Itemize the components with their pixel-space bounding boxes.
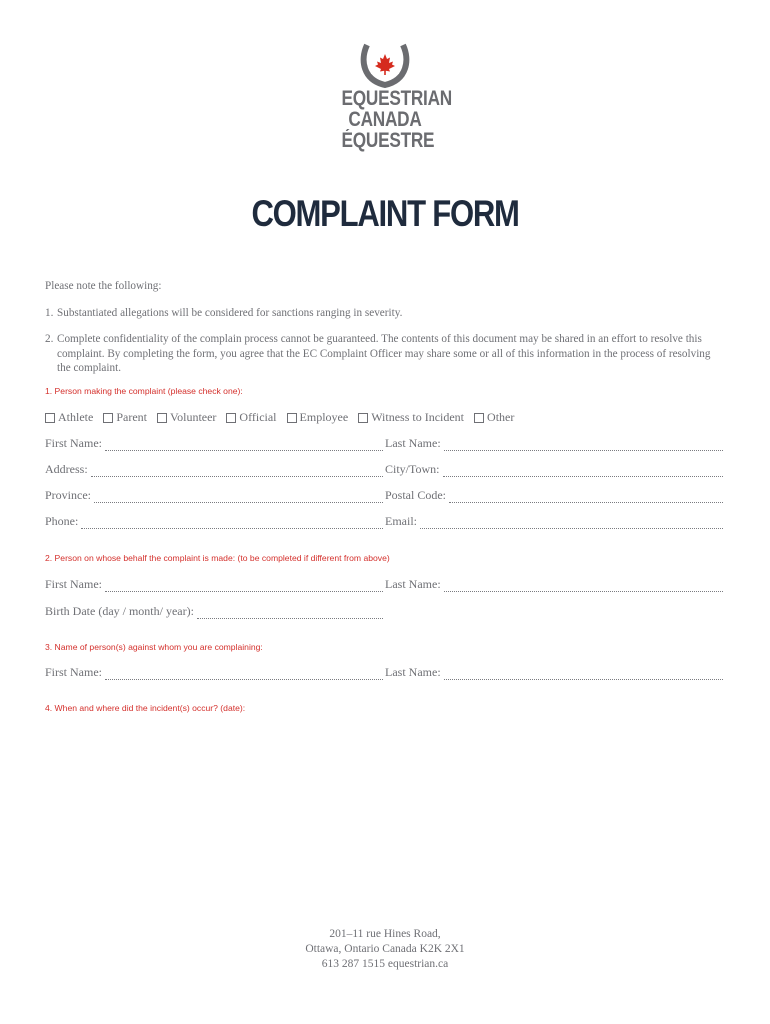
logo-text-line-1: EQUESTRIAN [341, 87, 452, 110]
s1-first-name-line[interactable] [105, 439, 383, 451]
option-official-label: Official [239, 410, 277, 424]
s1-city-field[interactable] [385, 462, 723, 477]
checkbox-other[interactable] [474, 413, 484, 423]
option-athlete-label: Athlete [58, 410, 94, 424]
section-2-heading: 2. Person on whose behalf the complaint is made: (to be completed if different from above) [45, 553, 390, 563]
s2-first-name-label: First Name: [45, 577, 102, 591]
s3-first-name-field[interactable] [45, 665, 383, 680]
s1-phone-label: Phone: [45, 514, 79, 528]
s2-first-name-field[interactable] [45, 577, 383, 592]
s1-province-label: Province: [45, 488, 91, 502]
s2-birth-date-field[interactable] [45, 604, 383, 619]
s1-email-line[interactable] [420, 517, 723, 529]
s1-postal-label: Postal Code: [385, 488, 447, 502]
footer-address [0, 927, 770, 972]
intro-item-2 [45, 332, 735, 376]
s1-last-name-line[interactable] [444, 439, 723, 451]
s1-address-row [45, 462, 723, 478]
checkbox-athlete[interactable] [45, 413, 55, 423]
complainant-type-options [45, 410, 524, 425]
s1-city-label: City/Town: [385, 462, 440, 476]
s1-address-line[interactable] [91, 465, 383, 477]
logo-text-line-3: ÉQUESTRE [341, 129, 435, 152]
s2-birth-row [45, 604, 723, 620]
footer-line-2: Ottawa, Ontario Canada K2K 2X1 [305, 943, 465, 955]
intro-item-1 [45, 306, 735, 321]
option-other[interactable] [474, 410, 514, 425]
option-employee[interactable] [287, 410, 349, 425]
s3-last-name-field[interactable] [385, 665, 723, 680]
option-volunteer-label: Volunteer [169, 410, 217, 424]
option-witness[interactable] [358, 410, 464, 425]
s3-first-name-line[interactable] [105, 668, 383, 680]
option-official[interactable] [226, 410, 276, 425]
s1-postal-line[interactable] [449, 491, 723, 503]
checkbox-official[interactable] [226, 413, 236, 423]
option-other-label: Other [487, 410, 515, 424]
s3-last-name-label: Last Name: [385, 665, 441, 679]
intro-item-2-line-3: the complaint. [57, 362, 122, 374]
intro-item-1-text: Substantiated allegations will be considered for sanctions ranging in severity. [57, 307, 403, 319]
intro-item-1-number: 1. [45, 307, 54, 319]
s1-first-name-label: First Name: [45, 436, 102, 450]
s2-name-row [45, 577, 723, 593]
option-parent-label: Parent [116, 410, 147, 424]
s2-last-name-line[interactable] [444, 580, 723, 592]
s1-phone-line[interactable] [81, 517, 383, 529]
s1-province-field[interactable] [45, 488, 383, 503]
s1-email-field[interactable] [385, 514, 723, 529]
s1-contact-row [45, 514, 723, 530]
checkbox-volunteer[interactable] [157, 413, 167, 423]
s3-last-name-line[interactable] [444, 668, 723, 680]
intro-item-2-line-1: Complete confidentiality of the complain process cannot be guaranteed. The contents of this document may be shared in an effort to resolve this [57, 333, 702, 345]
logo-text-line-2: CANADA [348, 108, 422, 131]
s3-name-row [45, 665, 723, 681]
s1-phone-field[interactable] [45, 514, 383, 529]
footer-line-3: 613 287 1515 equestrian.ca [321, 958, 449, 970]
option-witness-label: Witness to Incident [371, 410, 465, 424]
s1-city-line[interactable] [443, 465, 724, 477]
s1-address-label: Address: [45, 462, 88, 476]
horseshoe-maple-leaf-icon [358, 42, 412, 88]
page-title: COMPLAINT FORM [251, 193, 519, 234]
option-parent[interactable] [103, 410, 147, 425]
s2-last-name-label: Last Name: [385, 577, 441, 591]
intro-note: Please note the following: [45, 280, 162, 292]
s2-birth-date-label: Birth Date (day / month/ year): [45, 604, 194, 618]
s3-first-name-label: First Name: [45, 665, 102, 679]
footer-line-1: 201–11 rue Hines Road, [329, 928, 441, 940]
s1-last-name-label: Last Name: [385, 436, 441, 450]
s1-province-row [45, 488, 723, 504]
checkbox-employee[interactable] [287, 413, 297, 423]
checkbox-parent[interactable] [103, 413, 113, 423]
checkbox-witness[interactable] [358, 413, 368, 423]
section-4-heading: 4. When and where did the incident(s) occur? (date): [45, 703, 246, 713]
s2-birth-date-line[interactable] [197, 607, 383, 619]
s1-address-field[interactable] [45, 462, 383, 477]
s1-name-row [45, 436, 723, 452]
option-employee-label: Employee [299, 410, 349, 424]
s1-postal-field[interactable] [385, 488, 723, 503]
s1-first-name-field[interactable] [45, 436, 383, 451]
s2-first-name-line[interactable] [105, 580, 383, 592]
intro-item-2-line-2: complaint. By completing the form, you agree that the EC Complaint Officer may share some or all of this information in the process of resolving [57, 347, 711, 360]
s2-last-name-field[interactable] [385, 577, 723, 592]
option-volunteer[interactable] [157, 410, 216, 425]
section-3-heading: 3. Name of person(s) against whom you are complaining: [45, 642, 263, 652]
intro-item-2-number: 2. [45, 333, 54, 345]
s1-last-name-field[interactable] [385, 436, 723, 451]
section-1-heading: 1. Person making the complaint (please check one): [45, 386, 243, 396]
equestrian-canada-logo [332, 42, 452, 152]
s1-email-label: Email: [385, 514, 417, 528]
option-athlete[interactable] [45, 410, 93, 425]
s1-province-line[interactable] [94, 491, 383, 503]
